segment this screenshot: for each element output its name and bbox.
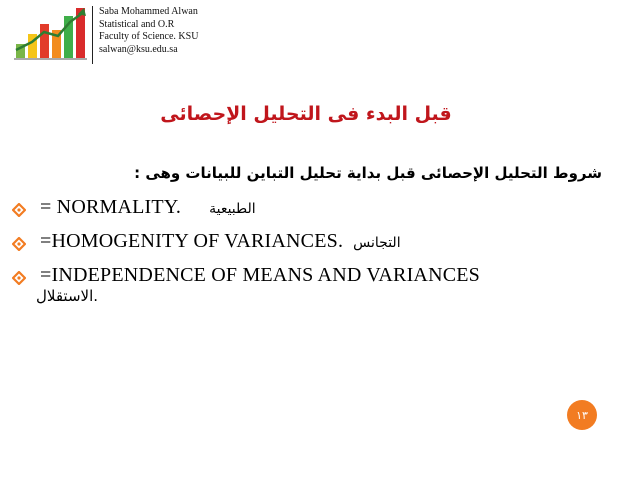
author-name: Saba Mohammed Alwan: [99, 6, 198, 17]
list-item-arabic: الطبيعية: [209, 201, 256, 217]
slide-title-text: قبل البدء فى التحليل الإحصائى: [160, 103, 452, 125]
page-number: ١٣: [576, 408, 588, 422]
list-item: [40, 230, 401, 253]
author-faculty: Faculty of Science. KSU: [99, 31, 199, 42]
list-item-text: = NORMALITY.: [40, 196, 182, 218]
page-number-badge: [567, 400, 597, 430]
author-email: salwan@ksu.edu.sa: [99, 43, 178, 55]
list-item-arabic: التجانس: [353, 235, 401, 251]
bar-chart-logo-icon: [12, 4, 88, 64]
bullet-icon: [12, 237, 26, 251]
list-item-arabic: الاستقلال.: [36, 287, 99, 305]
list-item-text: =INDEPENDENCE OF MEANS AND VARIANCES: [40, 264, 481, 286]
author-header: [92, 6, 299, 64]
slide-title: [0, 103, 638, 125]
bullet-icon: [12, 271, 26, 285]
author-department: Statistical and O.R: [99, 18, 175, 30]
list-item-text: =HOMOGENITY OF VARIANCES.: [40, 230, 344, 252]
list-item: [40, 264, 480, 287]
bullet-icon: [12, 203, 26, 217]
intro-text: شروط التحليل الإحصائى قبل بداية تحليل التباين للبيانات وهى :: [134, 164, 602, 182]
list-item: [40, 196, 256, 219]
